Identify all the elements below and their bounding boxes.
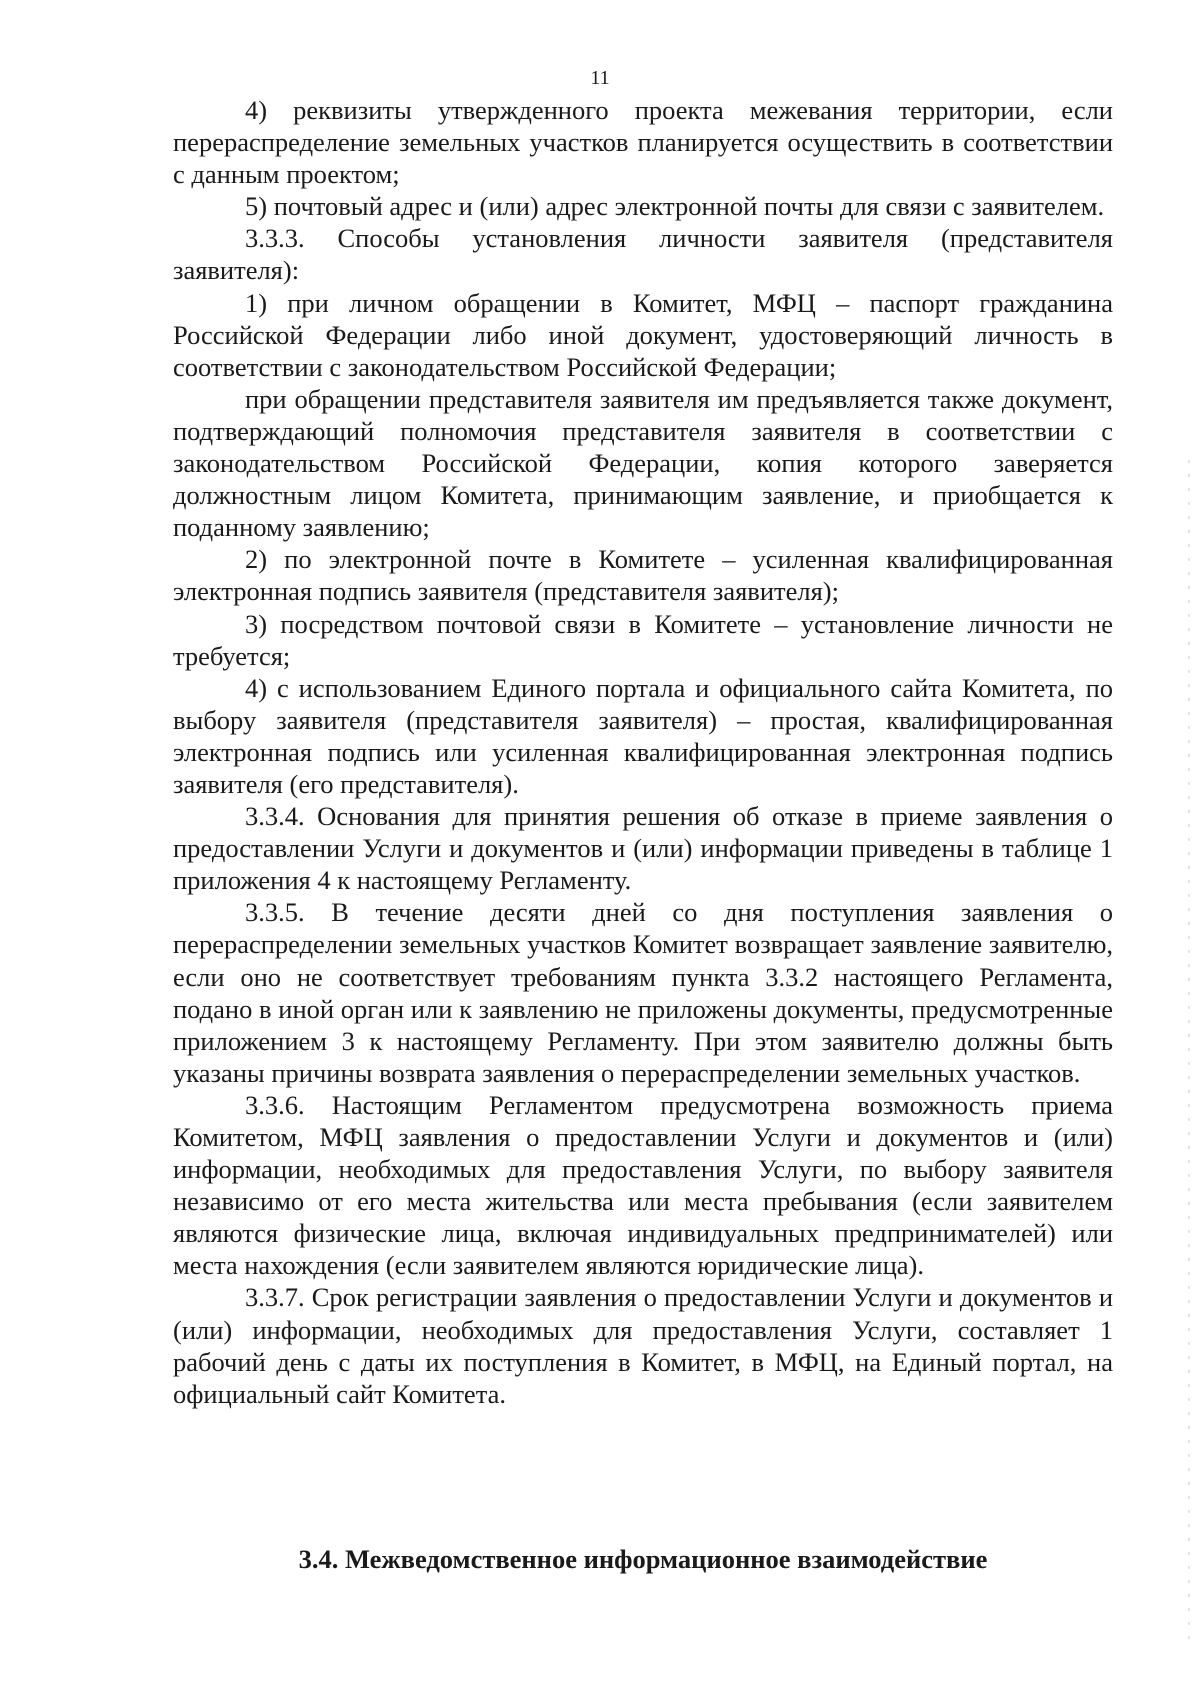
paragraph-4-survey-project: 4) реквизиты утвержденного проекта межевания территории, если перераспределение земельных участков планируется осуществить в соответствии с данным проектом; [173, 95, 1113, 190]
paragraph-in-person: 1) при личном обращении в Комитет, МФЦ – паспорт гражданина Российской Федерации либо иной документ, удостоверяющий личность в соответствии с законодательством Российской Федерации; [173, 287, 1113, 382]
paragraph-postal: 3) посредством почтовой связи в Комитете – установление личности не требуется; [173, 608, 1113, 671]
paragraph-3-3-4: 3.3.4. Основания для принятия решения об отказе в приеме заявления о предоставлении Услуги и документов и (или) информации приведены в таблице 1 приложения 4 к настоящему Регламенту. [173, 801, 1113, 896]
paragraph-3-3-6: 3.3.6. Настоящим Регламентом предусмотрена возможность приема Комитетом, МФЦ заявления о предоставлении Услуги и документов и (или) информации, необходимых для предоставления Услуги, по выбору заявителя независимо от его места жительства или места пребывания (если заявителем являются физические лица, включая индивидуальных предпринимателей) или места нахождения (если заявителем являются юридические лица). [173, 1089, 1113, 1281]
scan-edge-artifact [1188, 460, 1190, 1640]
paragraph-email: 2) по электронной почте в Комитете – усиленная квалифицированная электронная подпись заявителя (представителя заявителя); [173, 544, 1113, 607]
paragraph-portal: 4) с использованием Единого портала и официального сайта Комитета, по выбору заявителя (представителя заявителя) – простая, квалифицированная электронная подпись или усиленная квалифицированная электронная подпись заявителя (его представителя). [173, 672, 1113, 799]
paragraph-5-postal-address: 5) почтовый адрес и (или) адрес электронной почты для связи с заявителем. [245, 191, 1105, 222]
page-number: 11 [590, 67, 610, 89]
paragraph-3-3-3: 3.3.3. Способы установления личности заявителя (представителя заявителя): [173, 223, 1113, 286]
section-heading: 3.4. Межведомственное информационное взаимодействие [298, 1544, 988, 1574]
document-body [173, 94, 1113, 1410]
paragraph-3-3-5: 3.3.5. В течение десяти дней со дня поступления заявления о перераспределении земельных участков Комитет возвращает заявление заявителю, если оно не соответствует требованиям пункта 3.3.2 настоящего Регламента, подано в иной орган или к заявлению не приложены документы, предусмотренные приложением 3 к настоящему Регламенту. При этом заявителю должны быть указаны причины возврата заявления о перераспределении земельных участков. [173, 897, 1113, 1088]
paragraph-3-3-7: 3.3.7. Срок регистрации заявления о предоставлении Услуги и документов и (или) информации, необходимых для предоставления Услуги, составляет 1 рабочий день с даты их поступления в Комитет, в МФЦ, на Единый портал, на официальный сайт Комитета. [173, 1282, 1113, 1409]
paragraph-representative: при обращении представителя заявителя им предъявляется также документ, подтверждающий полномочия представителя заявителя в соответствии с законодательством Российской Федерации, копия которого заверяется должностным лицом Комитета, принимающим заявление, и приобщается к поданному заявлению; [173, 383, 1113, 543]
